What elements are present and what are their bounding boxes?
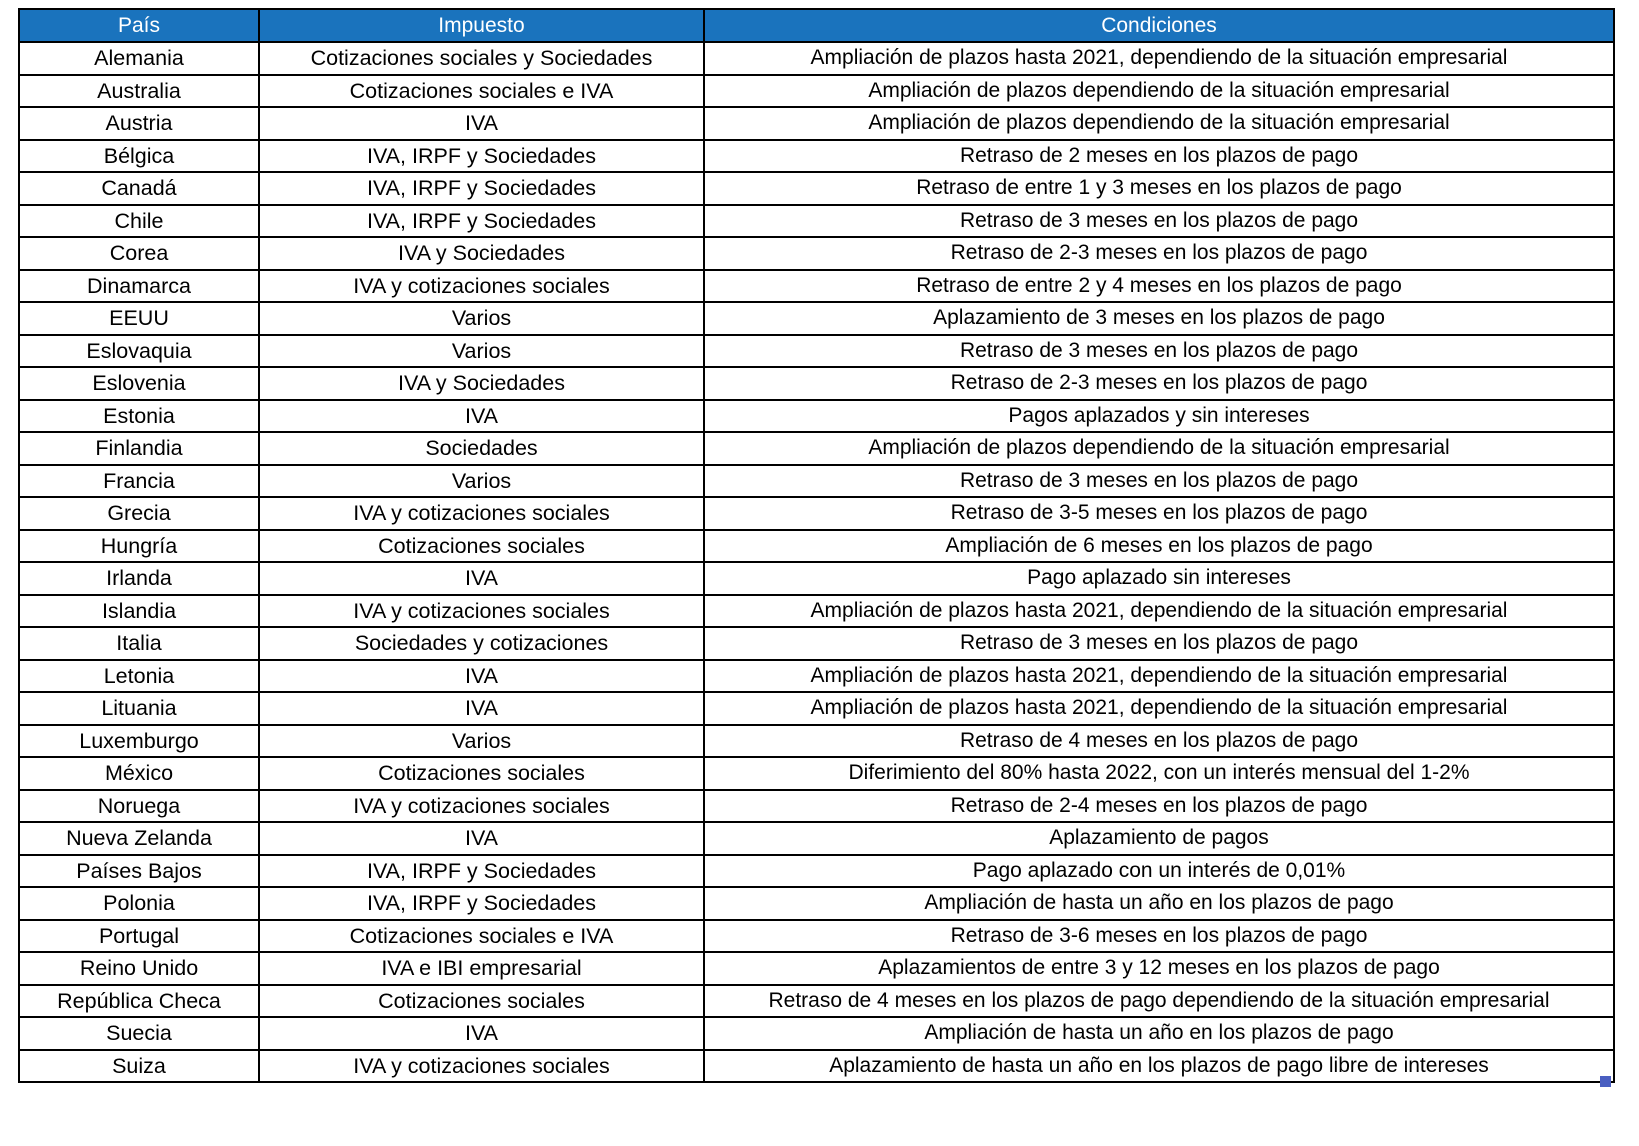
cell-pais: Eslovaquia <box>19 335 259 368</box>
cell-pais: Finlandia <box>19 432 259 465</box>
cell-impuesto: IVA e IBI empresarial <box>259 952 704 985</box>
cell-impuesto: IVA y cotizaciones sociales <box>259 595 704 628</box>
cell-condiciones: Ampliación de hasta un año en los plazos de pago <box>704 887 1614 920</box>
cell-condiciones: Pagos aplazados y sin intereses <box>704 400 1614 433</box>
table-row <box>19 595 1614 628</box>
cell-pais: Polonia <box>19 887 259 920</box>
table-row <box>19 627 1614 660</box>
cell-condiciones: Retraso de 3-5 meses en los plazos de pago <box>704 497 1614 530</box>
cell-impuesto: IVA, IRPF y Sociedades <box>259 855 704 888</box>
cell-pais: Italia <box>19 627 259 660</box>
cell-pais: Letonia <box>19 660 259 693</box>
cell-condiciones: Retraso de 3 meses en los plazos de pago <box>704 627 1614 660</box>
cell-impuesto: IVA <box>259 822 704 855</box>
cell-impuesto: Cotizaciones sociales e IVA <box>259 920 704 953</box>
cell-condiciones: Retraso de 4 meses en los plazos de pago dependiendo de la situación empresarial <box>704 985 1614 1018</box>
cell-pais: Irlanda <box>19 562 259 595</box>
cell-pais: Bélgica <box>19 140 259 173</box>
table-row <box>19 432 1614 465</box>
cell-impuesto: IVA y Sociedades <box>259 237 704 270</box>
table-row <box>19 562 1614 595</box>
cell-condiciones: Ampliación de plazos dependiendo de la situación empresarial <box>704 432 1614 465</box>
cell-condiciones: Aplazamiento de 3 meses en los plazos de pago <box>704 302 1614 335</box>
table-row <box>19 140 1614 173</box>
cell-impuesto: IVA <box>259 400 704 433</box>
table-row <box>19 530 1614 563</box>
table-row <box>19 172 1614 205</box>
cell-impuesto: IVA, IRPF y Sociedades <box>259 140 704 173</box>
cell-condiciones: Retraso de 2-3 meses en los plazos de pago <box>704 367 1614 400</box>
cell-pais: Nueva Zelanda <box>19 822 259 855</box>
table-header <box>19 9 1614 42</box>
cell-impuesto: Varios <box>259 725 704 758</box>
table-row <box>19 887 1614 920</box>
cell-pais: Chile <box>19 205 259 238</box>
table-row <box>19 400 1614 433</box>
table-row <box>19 725 1614 758</box>
cell-condiciones: Retraso de 3 meses en los plazos de pago <box>704 465 1614 498</box>
table-row <box>19 855 1614 888</box>
table-row <box>19 1050 1614 1083</box>
cell-impuesto: Cotizaciones sociales e IVA <box>259 75 704 108</box>
cell-condiciones: Ampliación de plazos hasta 2021, dependiendo de la situación empresarial <box>704 692 1614 725</box>
header-row <box>19 9 1614 42</box>
cell-impuesto: IVA <box>259 1017 704 1050</box>
cell-impuesto: Cotizaciones sociales y Sociedades <box>259 42 704 75</box>
cell-pais: Australia <box>19 75 259 108</box>
table-row <box>19 497 1614 530</box>
cell-condiciones: Pago aplazado con un interés de 0,01% <box>704 855 1614 888</box>
cell-impuesto: IVA y cotizaciones sociales <box>259 270 704 303</box>
cell-pais: Estonia <box>19 400 259 433</box>
cell-condiciones: Retraso de 4 meses en los plazos de pago <box>704 725 1614 758</box>
table-row <box>19 335 1614 368</box>
cell-pais: Suiza <box>19 1050 259 1083</box>
cell-condiciones: Ampliación de hasta un año en los plazos de pago <box>704 1017 1614 1050</box>
cell-condiciones: Retraso de 3-6 meses en los plazos de pago <box>704 920 1614 953</box>
cell-impuesto: Cotizaciones sociales <box>259 985 704 1018</box>
cell-condiciones: Ampliación de 6 meses en los plazos de pago <box>704 530 1614 563</box>
table-row <box>19 42 1614 75</box>
tax-measures-table <box>18 8 1615 1083</box>
cell-pais: Lituania <box>19 692 259 725</box>
cell-condiciones: Diferimiento del 80% hasta 2022, con un interés mensual del 1-2% <box>704 757 1614 790</box>
cell-impuesto: IVA, IRPF y Sociedades <box>259 205 704 238</box>
cell-impuesto: Cotizaciones sociales <box>259 757 704 790</box>
cell-impuesto: IVA <box>259 562 704 595</box>
cell-pais: Corea <box>19 237 259 270</box>
cell-condiciones: Ampliación de plazos hasta 2021, dependiendo de la situación empresarial <box>704 660 1614 693</box>
cell-pais: Luxemburgo <box>19 725 259 758</box>
cell-impuesto: Cotizaciones sociales <box>259 530 704 563</box>
cell-condiciones: Pago aplazado sin intereses <box>704 562 1614 595</box>
cell-impuesto: Sociedades <box>259 432 704 465</box>
cell-pais: Reino Unido <box>19 952 259 985</box>
cell-impuesto: IVA y Sociedades <box>259 367 704 400</box>
table-row <box>19 237 1614 270</box>
cell-pais: Noruega <box>19 790 259 823</box>
table-row <box>19 952 1614 985</box>
cell-impuesto: Varios <box>259 302 704 335</box>
cell-condiciones: Ampliación de plazos dependiendo de la situación empresarial <box>704 107 1614 140</box>
table-row <box>19 465 1614 498</box>
cell-impuesto: Varios <box>259 335 704 368</box>
cell-condiciones: Aplazamientos de entre 3 y 12 meses en los plazos de pago <box>704 952 1614 985</box>
cell-impuesto: IVA <box>259 692 704 725</box>
cell-impuesto: Varios <box>259 465 704 498</box>
column-header-condiciones[interactable]: Condiciones <box>704 9 1614 42</box>
cell-impuesto: IVA y cotizaciones sociales <box>259 790 704 823</box>
cell-condiciones: Retraso de 2-3 meses en los plazos de pago <box>704 237 1614 270</box>
cell-pais: República Checa <box>19 985 259 1018</box>
resize-handle[interactable] <box>1600 1076 1611 1087</box>
cell-impuesto: IVA <box>259 107 704 140</box>
cell-pais: EEUU <box>19 302 259 335</box>
cell-condiciones: Retraso de 2-4 meses en los plazos de pago <box>704 790 1614 823</box>
cell-pais: México <box>19 757 259 790</box>
table-row <box>19 270 1614 303</box>
cell-pais: Portugal <box>19 920 259 953</box>
cell-pais: Suecia <box>19 1017 259 1050</box>
table-row <box>19 822 1614 855</box>
table-container <box>18 8 1613 1083</box>
cell-condiciones: Ampliación de plazos hasta 2021, dependiendo de la situación empresarial <box>704 595 1614 628</box>
cell-condiciones: Retraso de entre 1 y 3 meses en los plazos de pago <box>704 172 1614 205</box>
cell-condiciones: Retraso de entre 2 y 4 meses en los plazos de pago <box>704 270 1614 303</box>
cell-pais: Islandia <box>19 595 259 628</box>
table-row <box>19 920 1614 953</box>
table-row <box>19 985 1614 1018</box>
cell-condiciones: Ampliación de plazos dependiendo de la situación empresarial <box>704 75 1614 108</box>
cell-condiciones: Retraso de 3 meses en los plazos de pago <box>704 205 1614 238</box>
cell-pais: Alemania <box>19 42 259 75</box>
table-row <box>19 660 1614 693</box>
cell-pais: Eslovenia <box>19 367 259 400</box>
cell-condiciones: Ampliación de plazos hasta 2021, dependiendo de la situación empresarial <box>704 42 1614 75</box>
table-row <box>19 757 1614 790</box>
cell-pais: Grecia <box>19 497 259 530</box>
cell-impuesto: IVA, IRPF y Sociedades <box>259 887 704 920</box>
table-row <box>19 692 1614 725</box>
table-row <box>19 790 1614 823</box>
table-row <box>19 1017 1614 1050</box>
table-body <box>19 42 1614 1082</box>
cell-pais: Francia <box>19 465 259 498</box>
cell-impuesto: IVA y cotizaciones sociales <box>259 1050 704 1083</box>
cell-condiciones: Retraso de 3 meses en los plazos de pago <box>704 335 1614 368</box>
cell-condiciones: Aplazamiento de hasta un año en los plazos de pago libre de intereses <box>704 1050 1614 1083</box>
cell-pais: Dinamarca <box>19 270 259 303</box>
cell-condiciones: Retraso de 2 meses en los plazos de pago <box>704 140 1614 173</box>
cell-pais: Hungría <box>19 530 259 563</box>
column-header-pais[interactable]: País <box>19 9 259 42</box>
table-row <box>19 107 1614 140</box>
cell-impuesto: IVA y cotizaciones sociales <box>259 497 704 530</box>
cell-pais: Austria <box>19 107 259 140</box>
cell-impuesto: IVA <box>259 660 704 693</box>
cell-impuesto: IVA, IRPF y Sociedades <box>259 172 704 205</box>
table-row <box>19 75 1614 108</box>
table-row <box>19 367 1614 400</box>
cell-pais: Canadá <box>19 172 259 205</box>
table-row <box>19 302 1614 335</box>
cell-condiciones: Aplazamiento de pagos <box>704 822 1614 855</box>
cell-impuesto: Sociedades y cotizaciones <box>259 627 704 660</box>
column-header-impuesto[interactable]: Impuesto <box>259 9 704 42</box>
cell-pais: Países Bajos <box>19 855 259 888</box>
table-row <box>19 205 1614 238</box>
